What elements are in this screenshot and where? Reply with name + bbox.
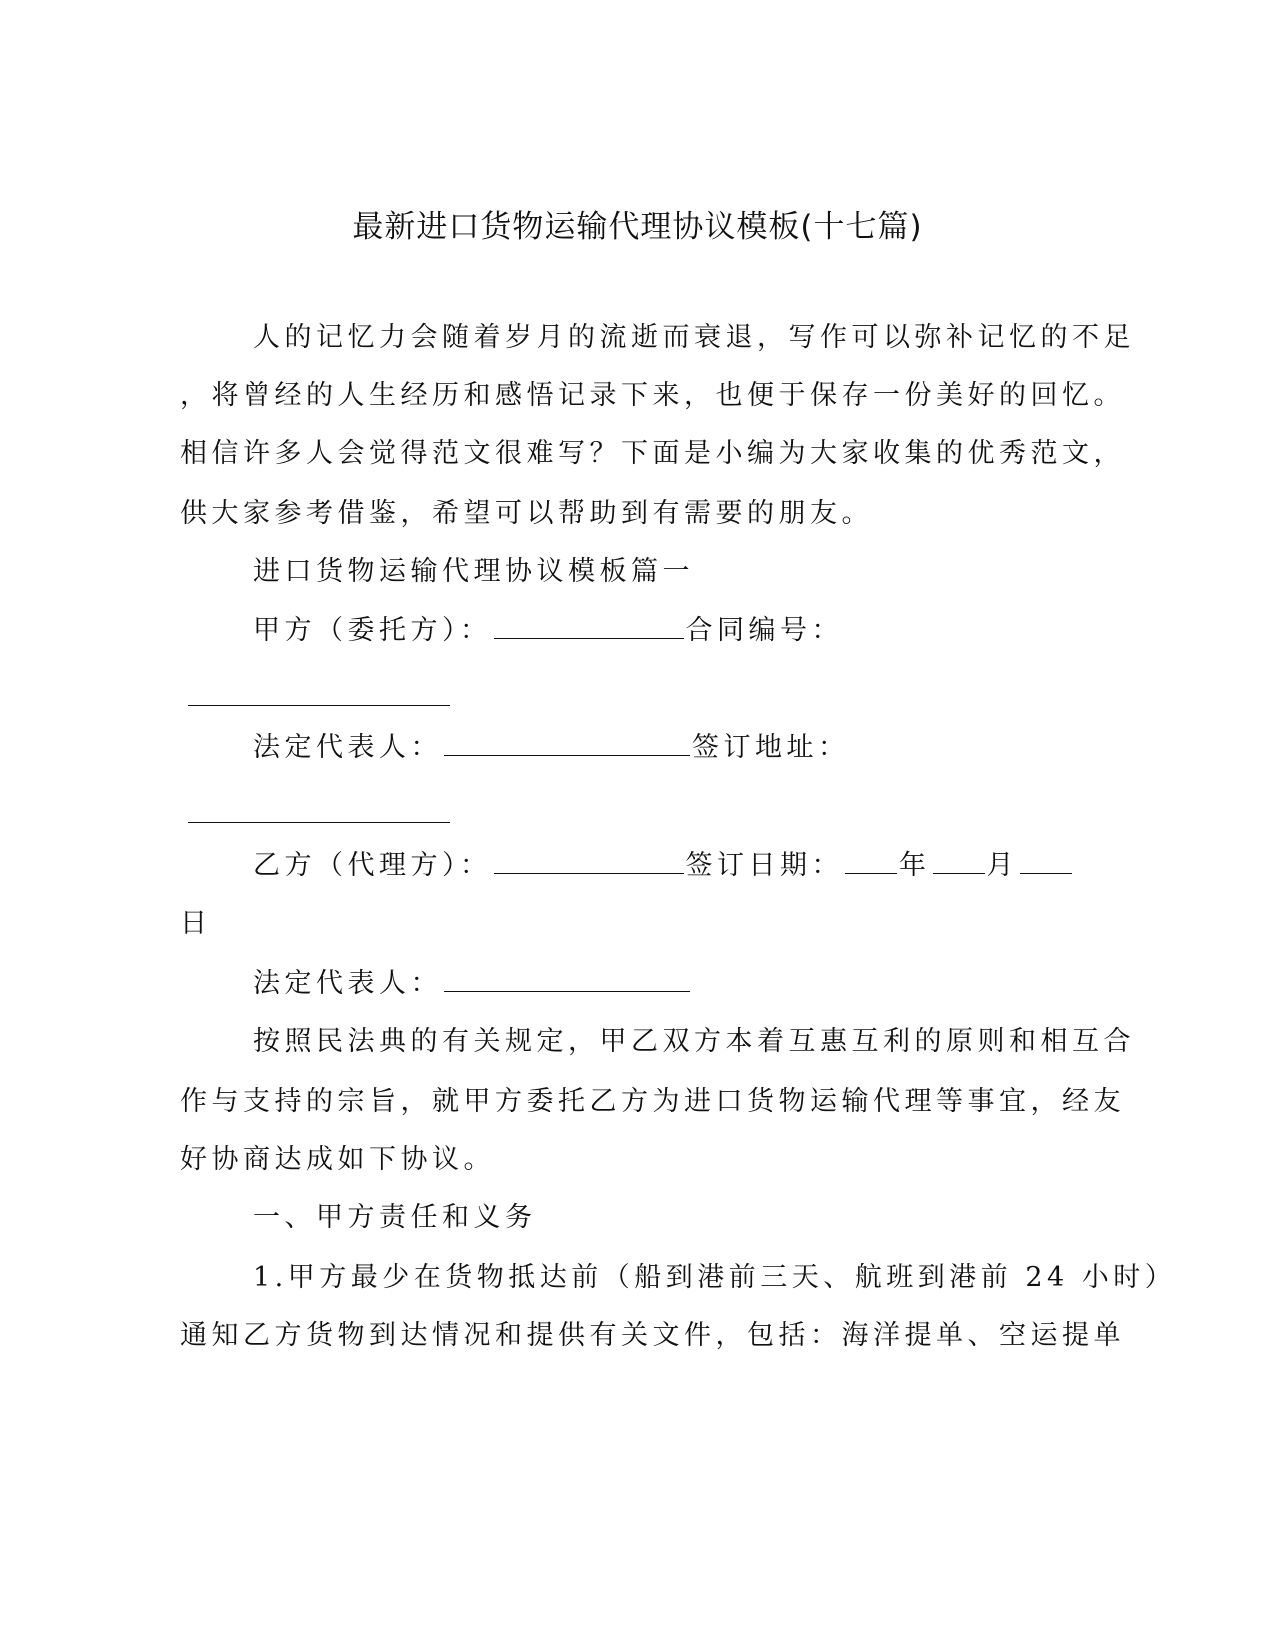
contract-no-blank — [188, 705, 450, 706]
party-b-row — [253, 846, 1074, 886]
clause-1-line-1: 1.甲方最少在货物抵达前（船到港前三天、航班到港前 24 小时） — [253, 1262, 1177, 1293]
intro-line-2: ，将曾经的人生经历和感悟记录下来，也便于保存一份美好的回忆。 — [180, 380, 1125, 411]
party-a-label: 甲方（委托方）： — [253, 615, 492, 646]
sign-address-blank — [188, 822, 450, 823]
clause-heading: 一、甲方责任和义务 — [253, 1202, 537, 1233]
clause-1-line-2: 通知乙方货物到达情况和提供有关文件，包括：海洋提单、空运提单 — [180, 1320, 1125, 1351]
sign-address-label: 签订地址： — [692, 732, 850, 763]
legal-rep-blank — [444, 729, 690, 756]
month-blank — [933, 847, 985, 874]
preamble-line-3: 好协商达成如下协议。 — [180, 1144, 495, 1175]
party-b-label: 乙方（代理方）： — [253, 850, 492, 881]
document-title: 最新进口货物运输代理协议模板(十七篇) — [352, 209, 923, 245]
month-label: 月 — [986, 850, 1018, 881]
party-b-blank — [494, 847, 684, 874]
legal-rep-b-blank — [444, 965, 690, 992]
year-blank — [845, 847, 897, 874]
legal-rep-row — [253, 728, 850, 768]
year-label: 年 — [899, 850, 931, 881]
legal-rep-b-row — [253, 964, 692, 1004]
day-label: 日 — [180, 908, 212, 939]
preamble-line-2: 作与支持的宗旨，就甲方委托乙方为进口货物运输代理等事宜，经友 — [180, 1086, 1125, 1117]
contract-no-label: 合同编号： — [685, 615, 843, 646]
intro-line-1: 人的记忆力会随着岁月的流逝而衰退，写作可以弥补记忆的不足 — [253, 322, 1135, 353]
intro-line-3: 相信许多人会觉得范文很难写？下面是小编为大家收集的优秀范文， — [180, 438, 1125, 469]
intro-line-4: 供大家参考借鉴，希望可以帮助到有需要的朋友。 — [180, 498, 873, 529]
legal-rep-label-b: 法定代表人： — [253, 968, 442, 999]
party-a-row — [253, 611, 843, 651]
preamble-line-1: 按照民法典的有关规定，甲乙双方本着互惠互利的原则和相互合 — [253, 1026, 1135, 1057]
sign-date-label: 签订日期： — [685, 850, 843, 881]
legal-rep-label: 法定代表人： — [253, 732, 442, 763]
day-blank — [1020, 847, 1072, 874]
party-a-blank — [494, 612, 684, 639]
section-heading: 进口货物运输代理协议模板篇一 — [253, 556, 694, 587]
